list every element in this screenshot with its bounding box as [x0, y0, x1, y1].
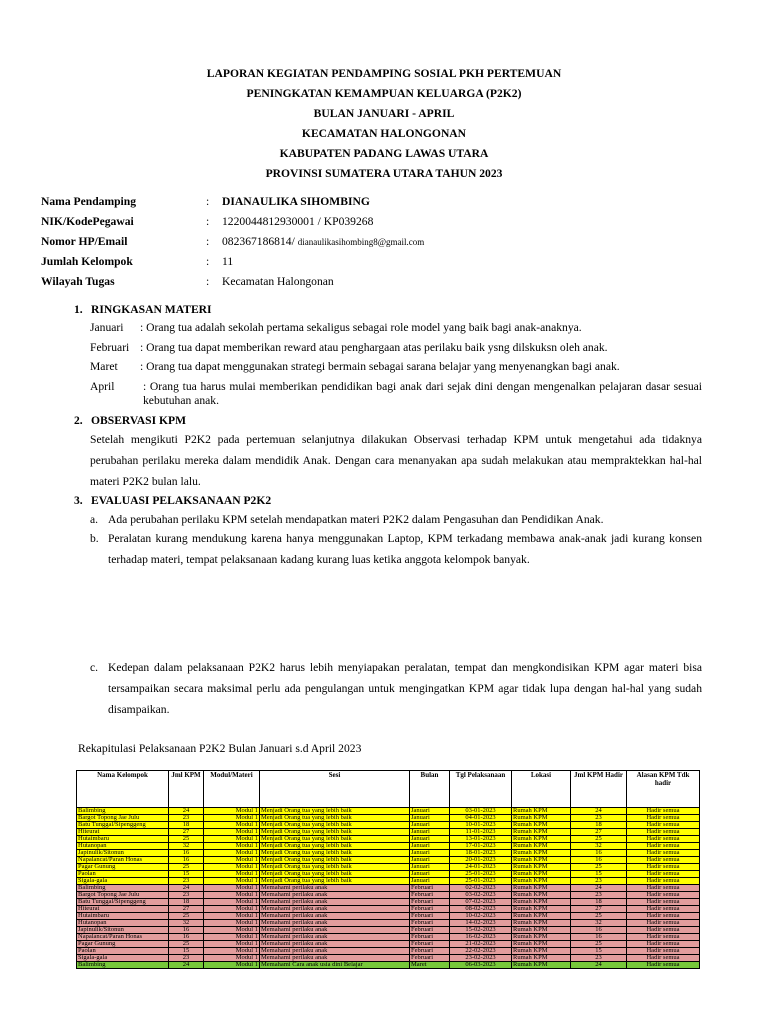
cell-modul: Modul 1	[204, 822, 260, 829]
evaluation-item-text: Ada perubahan perilaku KPM setelah mendapatkan materi P2K2 dalam Pengasuhan dan Pendidikan Anak.	[108, 513, 604, 526]
cell-modul: Modul 1	[204, 927, 260, 934]
cell-tanggal: 18-01-2023	[450, 850, 512, 857]
cell-alasan: Hadir semua	[627, 892, 700, 899]
cell-alasan: Hadir semua	[627, 878, 700, 885]
table-row	[77, 955, 700, 962]
table-row	[77, 920, 700, 927]
cell-lokasi: Rumah KPM	[512, 864, 571, 871]
table-row	[77, 850, 700, 857]
table-row	[77, 822, 700, 829]
cell-nama-kelompok: Balimbing	[77, 962, 169, 969]
cell-sesi: Menjadi Orang tua yang lebih baik	[260, 822, 410, 829]
cell-tanggal: 23-02-2023	[450, 955, 512, 962]
title-line-2: PENINGKATAN KEMAMPUAN KELUARGA (P2K2)	[246, 87, 522, 100]
cell-lokasi: Rumah KPM	[512, 934, 571, 941]
table-row	[77, 878, 700, 885]
cell-tanggal: 25-01-2023	[450, 878, 512, 885]
cell-lokasi: Rumah KPM	[512, 885, 571, 892]
cell-nama-kelompok: Balimbing	[77, 808, 169, 815]
cell-bulan: Februari	[410, 885, 450, 892]
cell-lokasi: Rumah KPM	[512, 836, 571, 843]
cell-sesi: Memahami perilaku anak	[260, 948, 410, 955]
cell-bulan: Januari	[410, 808, 450, 815]
section-title: EVALUASI PELAKSANAAN P2K2	[91, 494, 272, 507]
cell-jml-kpm: 15	[169, 948, 204, 955]
cell-alasan: Hadir semua	[627, 962, 700, 969]
column-header: Modul/Materi	[204, 771, 260, 808]
info-label: Jumlah Kelompok	[41, 255, 133, 268]
cell-nama-kelompok: Hiteurat	[77, 829, 169, 836]
cell-modul: Modul 1	[204, 878, 260, 885]
cell-sesi: Menjadi Orang tua yang lebih baik	[260, 878, 410, 885]
cell-nama-kelompok: Pagar Gunung	[77, 864, 169, 871]
table-row	[77, 871, 700, 878]
cell-lokasi: Rumah KPM	[512, 892, 571, 899]
cell-tanggal: 14-02-2023	[450, 920, 512, 927]
cell-sesi: Menjadi Orang tua yang lebih baik	[260, 829, 410, 836]
cell-lokasi: Rumah KPM	[512, 941, 571, 948]
cell-jml-kpm: 18	[169, 899, 204, 906]
cell-tanggal: 24-01-2023	[450, 864, 512, 871]
cell-sesi: Memahami perilaku anak	[260, 934, 410, 941]
cell-modul: Modul 1	[204, 836, 260, 843]
summary-month: Maret	[90, 360, 118, 373]
info-value	[222, 232, 424, 252]
info-colon: :	[206, 255, 210, 268]
cell-sesi: Menjadi Orang tua yang lebih baik	[260, 808, 410, 815]
cell-modul: Modul 1	[204, 955, 260, 962]
cell-lokasi: Rumah KPM	[512, 962, 571, 969]
cell-sesi: Memahami perilaku anak	[260, 892, 410, 899]
table-row	[77, 892, 700, 899]
info-colon: :	[206, 215, 210, 228]
table-row	[77, 843, 700, 850]
table-row	[77, 857, 700, 864]
cell-jml-hadir: 23	[571, 878, 627, 885]
column-header: Jml KPM	[169, 771, 204, 808]
table-row	[77, 829, 700, 836]
info-value: DIANAULIKA SIHOMBING	[222, 195, 370, 208]
info-row-kelompok	[41, 252, 721, 272]
cell-tanggal: 15-02-2023	[450, 927, 512, 934]
evaluation-item-text: Peralatan kurang mendukung karena hanya menggunakan Laptop, KPM terkadang membawa anak-anak jadi kurang konsen terhadap materi, tempat pelaksanaan kadang kurang luas ketika anggota kelompok banyak.	[108, 532, 702, 566]
cell-lokasi: Rumah KPM	[512, 815, 571, 822]
info-row-hp	[41, 232, 721, 252]
cell-alasan: Hadir semua	[627, 864, 700, 871]
cell-jml-kpm: 23	[169, 815, 204, 822]
table-row	[77, 836, 700, 843]
cell-alasan: Hadir semua	[627, 822, 700, 829]
cell-jml-hadir: 25	[571, 913, 627, 920]
cell-modul: Modul 1	[204, 815, 260, 822]
column-header: Bulan	[410, 771, 450, 808]
observation-paragraph: Setelah mengikuti P2K2 pada pertemuan selanjutnya dilakukan Observasi terhadap KPM untuk mengetahui ada tidaknya perubahan perilaku mereka dalam mendidik Anak. Dengan cara menanyakan apa sudah melakukan atau mempraktekkan hal-hal materi P2K2 bulan lalu.	[90, 433, 702, 488]
cell-modul: Modul 1	[204, 850, 260, 857]
cell-jml-kpm: 15	[169, 871, 204, 878]
cell-nama-kelompok: Hutaimbaru	[77, 836, 169, 843]
cell-tanggal: 04-01-2023	[450, 815, 512, 822]
cell-bulan: Februari	[410, 892, 450, 899]
cell-tanggal: 10-01-2023	[450, 822, 512, 829]
cell-bulan: Januari	[410, 836, 450, 843]
cell-alasan: Hadir semua	[627, 829, 700, 836]
cell-alasan: Hadir semua	[627, 934, 700, 941]
cell-nama-kelompok: Balimbing	[77, 885, 169, 892]
info-label: Nama Pendamping	[41, 195, 137, 208]
cell-jml-kpm: 18	[169, 822, 204, 829]
cell-jml-hadir: 23	[571, 815, 627, 822]
cell-bulan: Februari	[410, 955, 450, 962]
cell-jml-hadir: 25	[571, 836, 627, 843]
cell-bulan: Maret	[410, 962, 450, 969]
cell-alasan: Hadir semua	[627, 850, 700, 857]
title-line-5: KABUPATEN PADANG LAWAS UTARA	[279, 147, 489, 160]
cell-jml-hadir: 18	[571, 822, 627, 829]
recap-title: Rekapitulasi Pelaksanaan P2K2 Bulan Januari s.d April 2023	[78, 742, 362, 755]
table-row	[77, 927, 700, 934]
cell-sesi: Menjadi Orang tua yang lebih baik	[260, 864, 410, 871]
recap-table	[76, 770, 700, 969]
cell-lokasi: Rumah KPM	[512, 927, 571, 934]
info-row-nik	[41, 212, 721, 232]
table-row	[77, 948, 700, 955]
email-address: dianaulikasihombing8@gmail.com	[297, 237, 425, 247]
column-header: Alasan KPM Tdk hadir	[627, 771, 700, 808]
cell-modul: Modul 1	[204, 948, 260, 955]
info-row-wilayah	[41, 272, 721, 292]
section-number: 3.	[74, 494, 83, 507]
cell-modul: Modul 1	[204, 885, 260, 892]
title-line-6: PROVINSI SUMATERA UTARA TAHUN 2023	[265, 167, 503, 180]
cell-tanggal: 13-01-2023	[450, 836, 512, 843]
cell-bulan: Februari	[410, 927, 450, 934]
cell-jml-hadir: 16	[571, 850, 627, 857]
cell-nama-kelompok: Hutaimbaru	[77, 913, 169, 920]
cell-alasan: Hadir semua	[627, 927, 700, 934]
cell-sesi: Menjadi Orang tua yang lebih baik	[260, 871, 410, 878]
table-row	[77, 885, 700, 892]
summary-text: : Orang tua harus mulai memberikan pendidikan bagi anak dari sejak dini dengan mengenalkan pelajaran dasar sesuai kebutuhan anak.	[143, 380, 702, 407]
cell-nama-kelompok: Sigala-gala	[77, 878, 169, 885]
cell-alasan: Hadir semua	[627, 815, 700, 822]
cell-bulan: Februari	[410, 941, 450, 948]
cell-sesi: Memahami Cara anak usia dini Belajar	[260, 962, 410, 969]
table-row	[77, 913, 700, 920]
section-number: 2.	[74, 414, 83, 427]
info-row-nama	[41, 192, 721, 212]
cell-jml-hadir: 32	[571, 920, 627, 927]
evaluation-item-text: Kedepan dalam pelaksanaan P2K2 harus lebih menyiapakan peralatan, tempat dan mengkondisikan KPM agar materi bisa tersampaikan secara maksimal perlu ada pengulangan untuk mengingatkan KPM agar tidak lupa dengan hal-hal yang sudah disampaikan.	[108, 661, 702, 716]
section-number: 1.	[74, 303, 83, 316]
cell-alasan: Hadir semua	[627, 885, 700, 892]
cell-jml-kpm: 23	[169, 955, 204, 962]
cell-tanggal: 17-01-2023	[450, 843, 512, 850]
table-row	[77, 906, 700, 913]
summary-month: Februari	[90, 341, 130, 354]
cell-lokasi: Rumah KPM	[512, 899, 571, 906]
section-title: RINGKASAN MATERI	[91, 303, 212, 316]
info-value: Kecamatan Halongonan	[222, 275, 334, 288]
cell-jml-hadir: 32	[571, 843, 627, 850]
cell-bulan: Januari	[410, 871, 450, 878]
cell-sesi: Memahami perilaku anak	[260, 899, 410, 906]
info-label: NIK/KodePegawai	[41, 215, 134, 228]
table-row	[77, 864, 700, 871]
table-row	[77, 962, 700, 969]
cell-modul: Modul 1	[204, 906, 260, 913]
cell-nama-kelompok: Pagar Gunung	[77, 941, 169, 948]
cell-bulan: Januari	[410, 815, 450, 822]
cell-bulan: Februari	[410, 934, 450, 941]
cell-jml-hadir: 23	[571, 955, 627, 962]
cell-bulan: Januari	[410, 829, 450, 836]
cell-nama-kelompok: Hiteurat	[77, 906, 169, 913]
cell-jml-hadir: 18	[571, 899, 627, 906]
cell-nama-kelompok: Batu Tunggal/Sipenggeng	[77, 899, 169, 906]
cell-tanggal: 20-01-2023	[450, 857, 512, 864]
cell-modul: Modul 1	[204, 864, 260, 871]
cell-lokasi: Rumah KPM	[512, 857, 571, 864]
cell-jml-kpm: 16	[169, 927, 204, 934]
cell-alasan: Hadir semua	[627, 871, 700, 878]
cell-modul: Modul 1	[204, 899, 260, 906]
cell-jml-hadir: 24	[571, 962, 627, 969]
cell-jml-hadir: 24	[571, 808, 627, 815]
summary-text: : Orang tua dapat memberikan reward atau penghargaan atas perilaku baik ysng dilskuksn oleh anak.	[140, 341, 608, 354]
cell-alasan: Hadir semua	[627, 857, 700, 864]
cell-bulan: Februari	[410, 948, 450, 955]
info-value: 11	[222, 255, 234, 268]
cell-jml-hadir: 15	[571, 948, 627, 955]
cell-jml-kpm: 24	[169, 808, 204, 815]
cell-jml-kpm: 27	[169, 906, 204, 913]
column-header: Jml KPM Hadir	[571, 771, 627, 808]
cell-bulan: Januari	[410, 878, 450, 885]
summary-month: April	[90, 380, 115, 393]
summary-month: Januari	[90, 321, 124, 334]
cell-modul: Modul 1	[204, 808, 260, 815]
table-row	[77, 899, 700, 906]
table-header-row	[77, 771, 700, 808]
cell-nama-kelompok: Japinulik/Sitonun	[77, 850, 169, 857]
cell-lokasi: Rumah KPM	[512, 955, 571, 962]
cell-alasan: Hadir semua	[627, 941, 700, 948]
table-row	[77, 934, 700, 941]
cell-jml-kpm: 16	[169, 850, 204, 857]
cell-modul: Modul 1	[204, 892, 260, 899]
phone-number: 082367186814/	[222, 235, 295, 248]
cell-sesi: Memahami perilaku anak	[260, 941, 410, 948]
cell-alasan: Hadir semua	[627, 899, 700, 906]
info-colon: :	[206, 275, 210, 288]
column-header: Tgl Pelaksanaan	[450, 771, 512, 808]
cell-jml-hadir: 15	[571, 871, 627, 878]
cell-modul: Modul 1	[204, 857, 260, 864]
cell-nama-kelompok: Batu Tunggal/Sipenggeng	[77, 822, 169, 829]
cell-sesi: Menjadi Orang tua yang lebih baik	[260, 843, 410, 850]
title-line-1: LAPORAN KEGIATAN PENDAMPING SOSIAL PKH PERTEMUAN	[206, 67, 562, 80]
section-title: OBSERVASI KPM	[91, 414, 187, 427]
cell-nama-kelompok: Napalancat/Paran Honas	[77, 934, 169, 941]
cell-tanggal: 08-02-2023	[450, 906, 512, 913]
cell-jml-kpm: 25	[169, 836, 204, 843]
cell-bulan: Februari	[410, 920, 450, 927]
cell-jml-kpm: 27	[169, 829, 204, 836]
info-colon: :	[206, 235, 210, 248]
cell-jml-kpm: 23	[169, 878, 204, 885]
cell-alasan: Hadir semua	[627, 920, 700, 927]
cell-tanggal: 03-01-2023	[450, 808, 512, 815]
table-row	[77, 815, 700, 822]
cell-nama-kelompok: Sigala-gala	[77, 955, 169, 962]
cell-lokasi: Rumah KPM	[512, 808, 571, 815]
cell-modul: Modul 1	[204, 829, 260, 836]
cell-lokasi: Rumah KPM	[512, 850, 571, 857]
cell-lokasi: Rumah KPM	[512, 843, 571, 850]
column-header: Nama Kelompok	[77, 771, 169, 808]
cell-modul: Modul 1	[204, 920, 260, 927]
cell-jml-kpm: 25	[169, 941, 204, 948]
cell-lokasi: Rumah KPM	[512, 906, 571, 913]
cell-bulan: Januari	[410, 822, 450, 829]
cell-jml-hadir: 16	[571, 927, 627, 934]
summary-text: : Orang tua dapat menggunakan strategi bermain sebagai sarana belajar yang menyenangkan bagi anak.	[140, 360, 620, 373]
cell-sesi: Menjadi Orang tua yang lebih baik	[260, 857, 410, 864]
cell-jml-hadir: 25	[571, 864, 627, 871]
cell-lokasi: Rumah KPM	[512, 948, 571, 955]
cell-nama-kelompok: Bargot Topong Jae Julu	[77, 892, 169, 899]
cell-alasan: Hadir semua	[627, 948, 700, 955]
identity-block	[41, 192, 721, 292]
column-header: Sesi	[260, 771, 410, 808]
title-line-4: KECAMATAN HALONGONAN	[301, 127, 467, 140]
cell-bulan: Februari	[410, 906, 450, 913]
summary-text: : Orang tua adalah sekolah pertama sekaligus sebagai role model yang baik bagi anak-anaknya.	[140, 321, 582, 334]
cell-sesi: Menjadi Orang tua yang lebih baik	[260, 815, 410, 822]
cell-sesi: Memahami perilaku anak	[260, 885, 410, 892]
cell-lokasi: Rumah KPM	[512, 871, 571, 878]
cell-modul: Modul 1	[204, 941, 260, 948]
cell-sesi: Memahami perilaku anak	[260, 913, 410, 920]
cell-jml-kpm: 25	[169, 864, 204, 871]
cell-tanggal: 07-02-2023	[450, 899, 512, 906]
cell-alasan: Hadir semua	[627, 906, 700, 913]
cell-bulan: Februari	[410, 913, 450, 920]
cell-tanggal: 11-01-2023	[450, 829, 512, 836]
cell-nama-kelompok: Napalancat/Paran Honas	[77, 857, 169, 864]
cell-tanggal: 16-02-2023	[450, 934, 512, 941]
cell-sesi: Memahami perilaku anak	[260, 906, 410, 913]
cell-jml-kpm: 16	[169, 857, 204, 864]
cell-alasan: Hadir semua	[627, 808, 700, 815]
cell-bulan: Januari	[410, 857, 450, 864]
evaluation-item-label: c.	[90, 661, 99, 674]
info-label: Nomor HP/Email	[41, 235, 128, 248]
cell-jml-kpm: 25	[169, 913, 204, 920]
cell-tanggal: 02-02-2023	[450, 885, 512, 892]
cell-tanggal: 10-02-2023	[450, 913, 512, 920]
cell-lokasi: Rumah KPM	[512, 822, 571, 829]
info-colon: :	[206, 195, 210, 208]
column-header: Lokasi	[512, 771, 571, 808]
cell-nama-kelompok: Bargot Topong Jae Julu	[77, 815, 169, 822]
cell-sesi: Memahami perilaku anak	[260, 920, 410, 927]
cell-bulan: Januari	[410, 864, 450, 871]
table-row	[77, 808, 700, 815]
table-row	[77, 941, 700, 948]
cell-jml-hadir: 27	[571, 829, 627, 836]
cell-jml-hadir: 23	[571, 892, 627, 899]
cell-jml-kpm: 16	[169, 934, 204, 941]
cell-nama-kelompok: Paolan	[77, 948, 169, 955]
evaluation-item-label: a.	[90, 513, 99, 526]
cell-bulan: Januari	[410, 850, 450, 857]
cell-modul: Modul 1	[204, 962, 260, 969]
cell-jml-hadir: 27	[571, 906, 627, 913]
cell-tanggal: 03-02-2023	[450, 892, 512, 899]
cell-sesi: Memahami perilaku anak	[260, 927, 410, 934]
cell-modul: Modul 1	[204, 843, 260, 850]
cell-jml-hadir: 24	[571, 885, 627, 892]
cell-tanggal: 25-01-2023	[450, 871, 512, 878]
cell-nama-kelompok: Japinulik/Sitonun	[77, 927, 169, 934]
cell-bulan: Februari	[410, 899, 450, 906]
cell-alasan: Hadir semua	[627, 913, 700, 920]
cell-jml-kpm: 32	[169, 920, 204, 927]
cell-lokasi: Rumah KPM	[512, 920, 571, 927]
title-line-3: BULAN JANUARI - APRIL	[313, 107, 455, 120]
cell-jml-hadir: 16	[571, 934, 627, 941]
cell-sesi: Menjadi Orang tua yang lebih baik	[260, 836, 410, 843]
cell-alasan: Hadir semua	[627, 955, 700, 962]
cell-lokasi: Rumah KPM	[512, 913, 571, 920]
cell-jml-kpm: 24	[169, 962, 204, 969]
cell-jml-kpm: 32	[169, 843, 204, 850]
cell-jml-hadir: 16	[571, 857, 627, 864]
cell-tanggal: 06-03-2023	[450, 962, 512, 969]
report-title	[0, 64, 768, 184]
cell-lokasi: Rumah KPM	[512, 829, 571, 836]
cell-modul: Modul 1	[204, 934, 260, 941]
cell-nama-kelompok: Hutanopan	[77, 920, 169, 927]
cell-lokasi: Rumah KPM	[512, 878, 571, 885]
cell-sesi: Memahami perilaku anak	[260, 955, 410, 962]
cell-bulan: Januari	[410, 843, 450, 850]
cell-modul: Modul 1	[204, 913, 260, 920]
cell-alasan: Hadir semua	[627, 843, 700, 850]
cell-tanggal: 21-02-2023	[450, 941, 512, 948]
cell-jml-kpm: 24	[169, 885, 204, 892]
evaluation-item-label: b.	[90, 532, 99, 545]
cell-tanggal: 22-02-2023	[450, 948, 512, 955]
cell-sesi: Menjadi Orang tua yang lebih baik	[260, 850, 410, 857]
cell-jml-hadir: 25	[571, 941, 627, 948]
cell-nama-kelompok: Paolan	[77, 871, 169, 878]
cell-modul: Modul 1	[204, 871, 260, 878]
cell-nama-kelompok: Hutanopan	[77, 843, 169, 850]
info-value: 1220044812930001 / KP039268	[222, 215, 374, 228]
info-label: Wilayah Tugas	[41, 275, 115, 288]
table-body	[77, 808, 700, 969]
cell-alasan: Hadir semua	[627, 836, 700, 843]
cell-jml-kpm: 23	[169, 892, 204, 899]
